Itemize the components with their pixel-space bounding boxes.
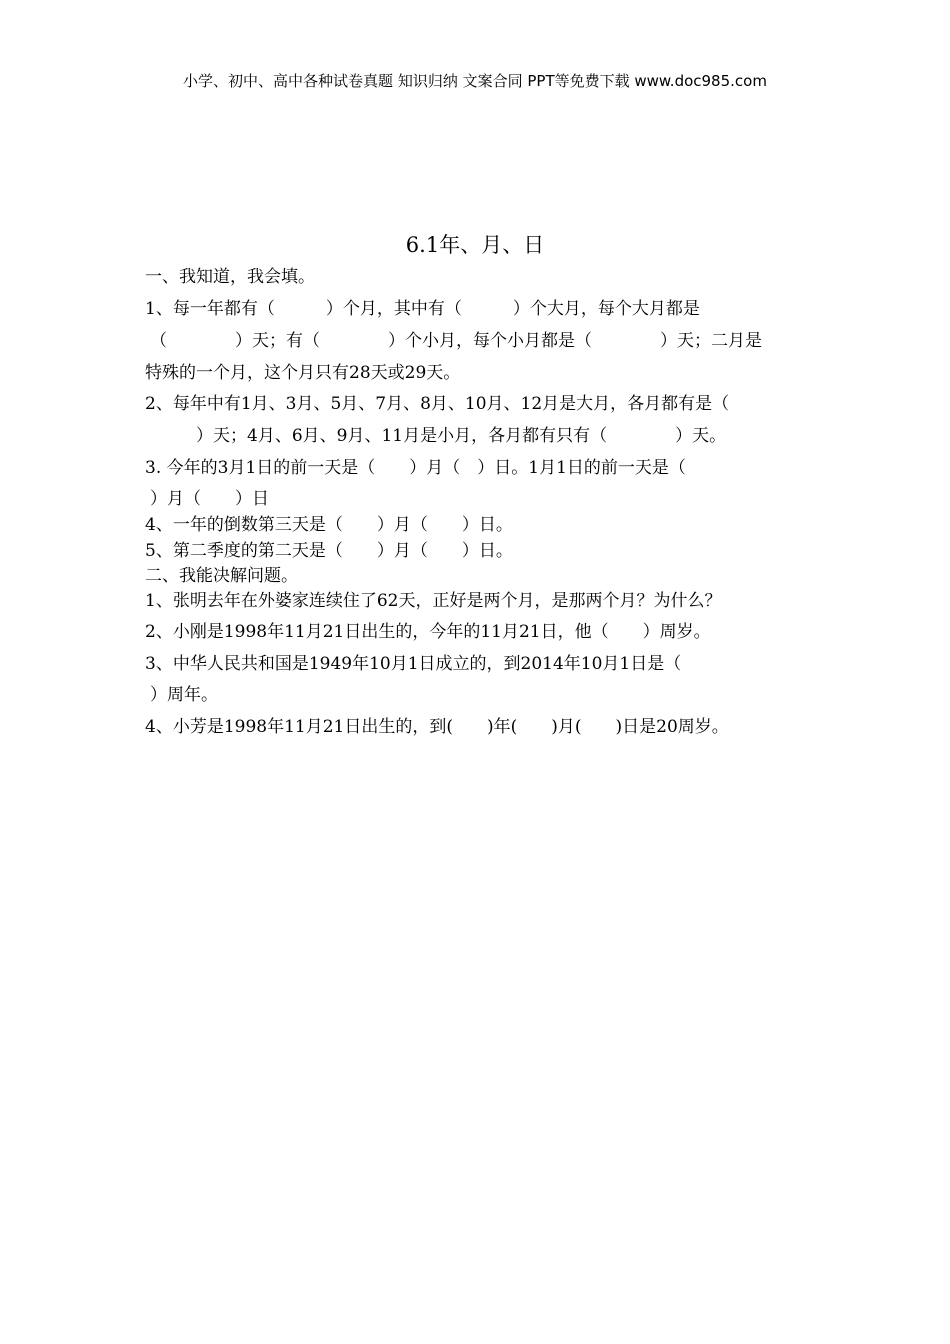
question-line: 5、第二季度的第二天是（ ）月（ ）日。 — [145, 541, 513, 561]
question-line: ）月（ ）日 — [150, 489, 269, 509]
question-line: ）周年。 — [150, 685, 218, 705]
section-one-heading: 一、我知道，我会填。 — [145, 267, 315, 287]
question-line: 2、小刚是1998年11月21日出生的，今年的11月21日，他（ ）周岁。 — [145, 622, 711, 642]
question-line: 特殊的一个月，这个月只有28天或29天。 — [145, 363, 461, 383]
worksheet-title: 6.1年、月、日 — [405, 233, 545, 257]
question-line: 1、每一年都有（ ）个月，其中有（ ）个大月，每个大月都是 — [145, 299, 700, 319]
section-two-heading: 二、我能决解问题。 — [145, 566, 298, 586]
question-line: 2、每年中有1月、3月、5月、7月、8月、10月、12月是大月，各月都有是（ — [145, 394, 730, 414]
question-line: （ ）天；有（ ）个小月，每个小月都是（ ）天；二月是 — [150, 331, 762, 351]
page-header-banner: 小学、初中、高中各种试卷真题 知识归纳 文案合同 PPT等免费下载 www.doc985.com — [183, 72, 767, 90]
question-line: 4、小芳是1998年11月21日出生的，到( )年( )月( )日是20周岁。 — [145, 717, 729, 737]
question-line: 1、张明去年在外婆家连续住了62天，正好是两个月，是那两个月？为什么？ — [145, 591, 722, 611]
question-line: 4、一年的倒数第三天是（ ）月（ ）日。 — [145, 515, 513, 535]
question-line: ）天；4月、6月、9月、11月是小月，各月都有只有（ ）天。 — [145, 426, 727, 446]
question-line: 3、中华人民共和国是1949年10月1日成立的，到2014年10月1日是（ — [145, 654, 682, 674]
question-line: 3. 今年的3月1日的前一天是（ ）月（ ）日。1月1日的前一天是（ — [145, 458, 686, 478]
